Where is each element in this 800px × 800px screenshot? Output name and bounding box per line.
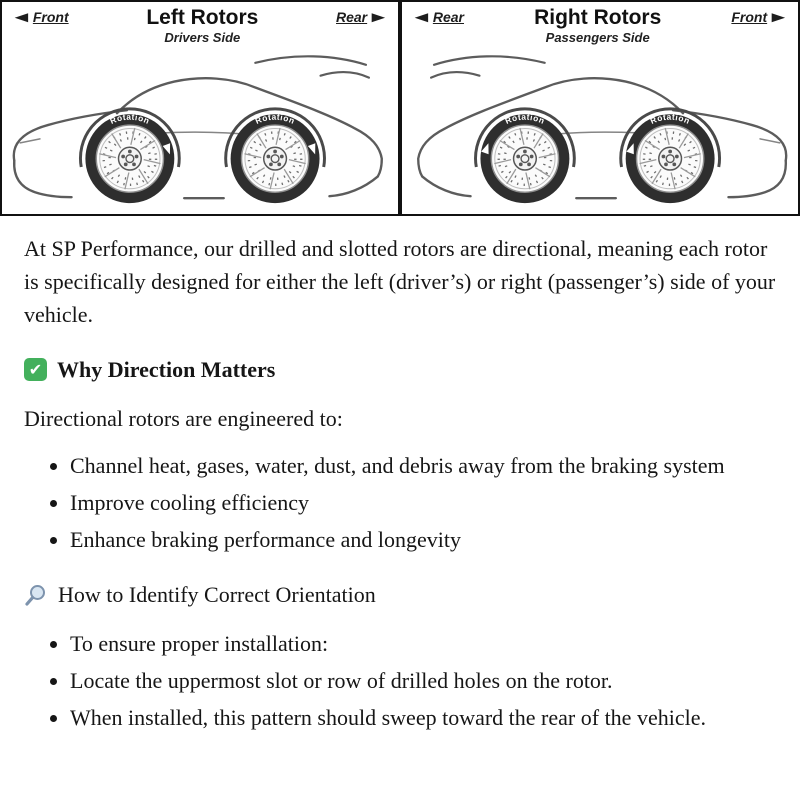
article-body [0,216,800,734]
list-item: • Improve cooling efficiency [70,486,776,519]
panel-subtitle: Drivers Side [164,30,241,46]
front-direction-label: ◄Front [10,9,69,26]
check-emoji-icon: ✔ [24,358,47,381]
front-direction-label: Front► [731,9,790,26]
rotation-label: Rotation [503,111,547,126]
rotation-label: Rotation [648,111,692,126]
list-item: • To ensure proper installation: [70,627,776,660]
arrow-right-icon: ► [767,9,790,26]
car-illustration-left [2,48,398,212]
intro-paragraph: At SP Performance, our drilled and slotted rotors are directional, meaning each rotor is specifically designed for either the left (driver’s) or right (passenger’s) side of your vehicle. [24,236,776,327]
rear-direction-label: Rear► [336,9,390,26]
arrow-left-icon: ◄ [410,9,433,26]
arrow-right-icon: ► [367,9,390,26]
right-rotors-panel [400,0,800,216]
magnifier-icon [24,583,48,607]
rotation-label: Rotation [253,111,297,126]
heading-text: Why Direction Matters [57,357,276,382]
car-illustration-right [402,48,798,212]
identify-orientation-heading [24,578,776,611]
engineered-to-lead: Directional rotors are engineered to: [24,406,343,431]
right-panel-header [402,2,798,48]
list-item: • Locate the uppermost slot or row of drilled holes on the rotor. [70,664,776,697]
heading-text: How to Identify Correct Orientation [58,582,376,607]
panel-subtitle: Passengers Side [545,30,650,46]
rotor-direction-diagram [0,0,800,216]
list-item: • Channel heat, gases, water, dust, and debris away from the braking system [70,449,776,482]
left-rotors-panel [0,0,400,216]
benefits-list [24,449,776,556]
arrow-left-icon: ◄ [10,9,33,26]
rotation-label: Rotation [108,111,152,126]
list-item: • When installed, this pattern should sweep toward the rear of the vehicle. [70,701,776,734]
left-panel-header [2,2,398,48]
panel-title: Left Rotors [146,6,259,29]
list-item: • Enhance braking performance and longevity [70,523,776,556]
rear-direction-label: ◄Rear [410,9,464,26]
why-direction-matters-heading [24,353,776,386]
panel-title: Right Rotors [534,6,662,29]
orientation-list [24,627,776,734]
